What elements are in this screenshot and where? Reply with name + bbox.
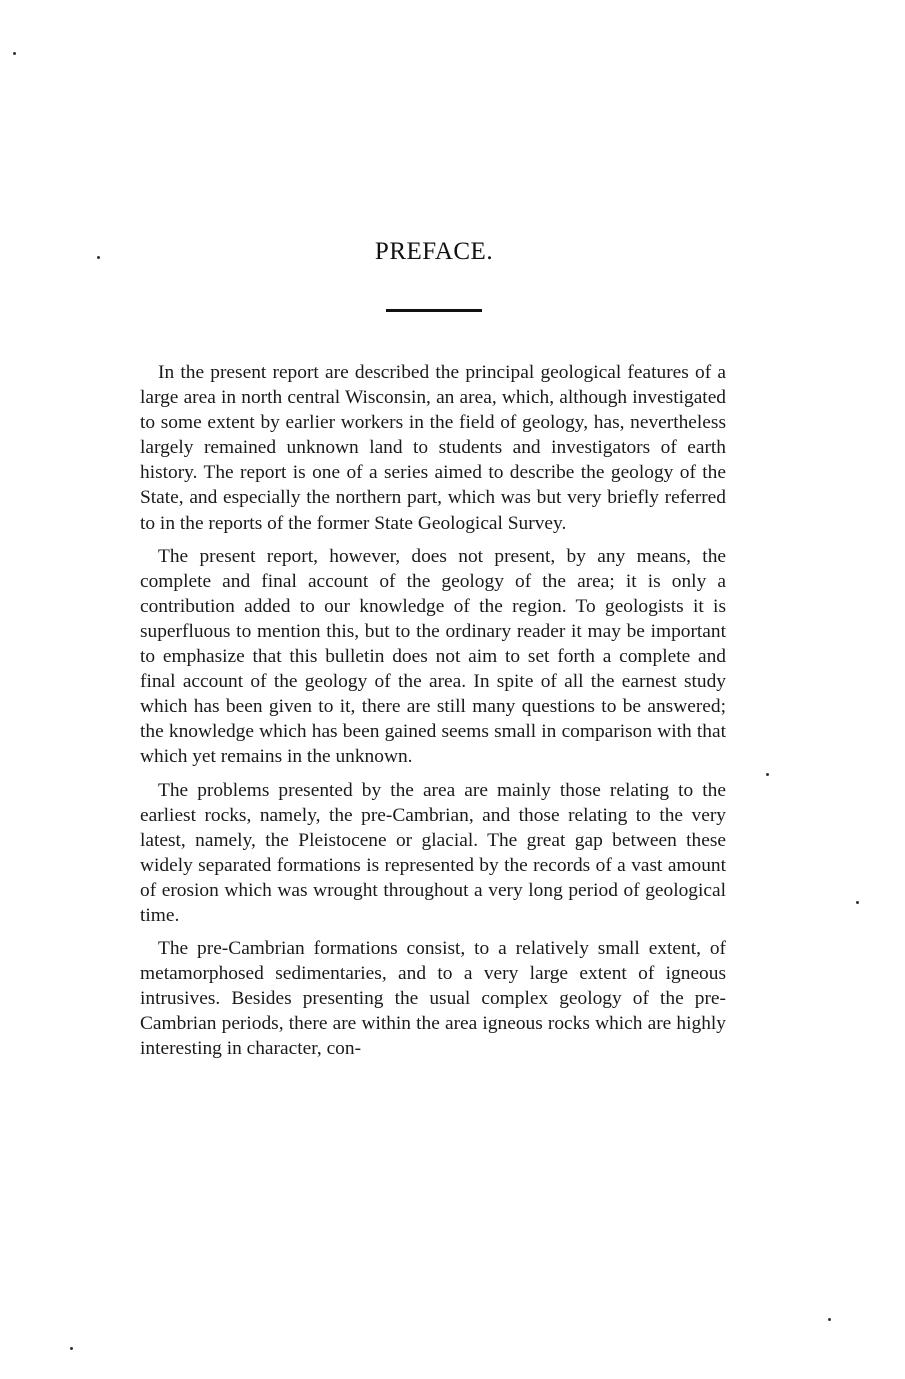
print-speck [766,773,769,776]
print-speck [856,901,859,904]
paragraph: The present report, however, does not present, by any means, the complete and final account of the geology of the area; it is only a contribution added to our knowledge of the region. To geologists it is superfluous to mention this, but to the ordinary reader it may be important to emphasize that this bulletin does not aim to set forth a complete and final account of the geology of the area. In spite of all the earnest study which has been given to it, there are still many questions to be answered; the knowledge which has been gained seems small in comparison with that which yet remains in the unknown. [140,545,726,768]
body-text [140,360,726,1070]
paragraph: The problems presented by the area are mainly those relating to the earliest rocks, namely, the pre-Cambrian, and those relating to the very latest, namely, the Pleistocene or glacial. The great gap between these widely separated formations is represented by the records of a vast amount of erosion which was wrought throughout a very long period of geological time. [140,779,726,926]
paragraph: In the present report are described the principal geological features of a large area in north central Wisconsin, an area, which, although investigated to some extent by earlier workers in the field of geology, has, nevertheless largely remained unknown land to students and investigators of earth history. The report is one of a series aimed to describe the geology of the State, and especially the northern part, which was but very briefly referred to in the reports of the former State Geological Survey. [140,362,726,534]
page-title: PREFACE. [374,238,494,265]
print-speck [828,1318,831,1321]
title-rule [386,309,482,312]
paragraph: The pre-Cambrian formations consist, to a relatively small extent, of metamorphosed sedimentaries, and to a very large extent of igneous intrusives. Besides presenting the usual complex geology of the pre-Cambrian periods, there are within the area igneous rocks which are highly interesting in character, con- [140,938,726,1060]
print-speck [70,1347,73,1350]
print-speck [13,52,16,55]
